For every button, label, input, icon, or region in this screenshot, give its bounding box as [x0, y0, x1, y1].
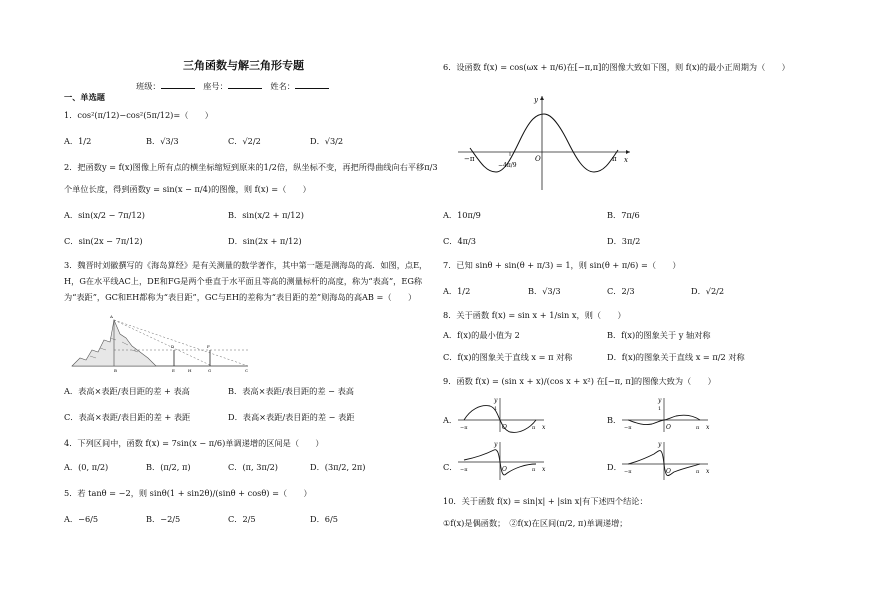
q9-graph-d — [622, 440, 712, 482]
q6-pi-label: π — [612, 155, 617, 163]
q5-option-a: A．−6/5 — [64, 514, 99, 524]
q7-option-d: D．√2/2 — [691, 286, 725, 296]
q5-stem: 5．若 tanθ = −2，则 sinθ(1 + sin2θ)/(sinθ + cosθ) =（ ） — [64, 488, 312, 498]
fig-label-b: B — [114, 368, 117, 373]
q6-option-c: C．4π/3 — [443, 236, 477, 246]
fig-label-f: F — [207, 344, 210, 349]
q9-graph-c — [458, 440, 548, 482]
fig-label-d: D — [171, 344, 175, 349]
q9a-pi: π — [532, 425, 536, 431]
q7-option-c: C．2/3 — [607, 286, 635, 296]
fig-label-c: C — [245, 368, 249, 373]
q9d-y: y — [658, 441, 662, 448]
q6-x-label: x — [624, 156, 628, 164]
q7-option-a: A．1/2 — [443, 286, 471, 296]
q3-stem-line1: 3．魏晋时刘徽撰写的《海岛算经》是有关测量的数学著作，其中第一题是测海岛的高．如图，点E， — [64, 260, 428, 270]
q9a-one: 1 — [494, 406, 498, 412]
q9-option-b: B． — [607, 415, 622, 425]
q7-stem: 7．已知 sinθ + sin(θ + π/3) = 1，则 sin(θ + π/6) =（ ） — [443, 260, 681, 270]
q2-stem-line1: 2．把函数y = f(x)图像上所有点的横坐标缩短到原来的1/2倍，纵坐标不变，再把所得曲线向右平移π/3 — [64, 162, 438, 172]
page-title: 三角函数与解三角形专题 — [183, 59, 304, 72]
q6-neg-pi-label: −π — [464, 155, 475, 163]
q8-option-c: C．f(x)的图象关于直线 x = π 对称 — [443, 352, 573, 362]
q9d-x: x — [706, 468, 710, 475]
fig-label-h: H — [188, 368, 192, 373]
q9a-y: y — [494, 397, 498, 404]
q8-stem: 8．关于函数 f(x) = sin x + 1/sin x，则（ ） — [443, 310, 626, 320]
q9a-x: x — [542, 424, 546, 431]
section-heading: 一、单选题 — [64, 92, 105, 102]
q9a-neg-pi: −π — [460, 425, 468, 431]
class-blank[interactable] — [161, 80, 195, 89]
q1-option-a: A．1/2 — [64, 136, 92, 146]
q4-option-b: B．(π/2, π) — [146, 462, 191, 472]
q5-option-c: C．2/5 — [228, 514, 256, 524]
q9c-x: x — [542, 466, 546, 473]
q3-option-b: B．表高×表距/表目距的差 − 表高 — [228, 386, 354, 396]
q9d-neg-pi: −π — [624, 469, 632, 475]
q3-option-d: D．表高×表距/表目距的差 − 表距 — [228, 412, 355, 422]
q9d-o: O — [666, 468, 671, 475]
q10-items: ①f(x)是偶函数； ②f(x)在区间(π/2, π)单调递增； — [443, 518, 628, 528]
q6-stem: 6．设函数 f(x) = cos(ωx + π/6)在[−π,π]的图像大致如下图，则 f(x)的最小正周期为（ ） — [443, 62, 790, 72]
fig-label-g: G — [208, 368, 212, 373]
q7-option-b: B．√3/3 — [528, 286, 561, 296]
class-label: 班级： — [136, 81, 161, 91]
q5-option-d: D．6/5 — [310, 514, 338, 524]
q8-option-b: B．f(x)的图象关于 y 轴对称 — [607, 330, 711, 340]
q8-option-d: D．f(x)的图象关于直线 x = π/2 对称 — [607, 352, 745, 362]
q3-stem-line2: H，G在水平线AC上，DE和FG是两个垂直于水平面且等高的测量标杆的高度，称为“表高”，EG称 — [64, 276, 423, 286]
q2-option-a: A．sin(x/2 − 7π/12) — [64, 210, 145, 220]
q1-option-c: C．√2/2 — [228, 136, 261, 146]
q1-option-b: B．√3/3 — [146, 136, 179, 146]
student-info — [136, 80, 335, 92]
q6-origin-label: O — [535, 155, 541, 163]
q4-option-a: A．(0, π/2) — [64, 462, 109, 472]
q9-graph-b — [622, 396, 712, 434]
q9b-neg-pi: −π — [624, 425, 632, 431]
seat-label: 座号： — [203, 81, 228, 91]
name-blank[interactable] — [295, 80, 329, 89]
q6-mark-label: −4π/9 — [498, 162, 517, 169]
q9-stem: 9．函数 f(x) = (sin x + x)/(cos x + x²) 在[−π, π]的图像大致为（ ） — [443, 376, 716, 386]
seat-blank[interactable] — [228, 80, 262, 89]
q6-option-d: D．3π/2 — [607, 236, 641, 246]
q1-stem: 1．cos²(π/12)−cos²(5π/12)=（ ） — [64, 110, 213, 120]
q9d-pi: π — [696, 469, 700, 475]
q2-option-c: C．sin(2x − 7π/12) — [64, 236, 143, 246]
q9-option-a: A． — [443, 415, 458, 425]
q9-graph-a — [458, 396, 548, 434]
name-label: 姓名： — [270, 81, 295, 91]
q3-option-c: C．表高×表距/表目距的差 + 表距 — [64, 412, 191, 422]
q9a-o: O — [502, 424, 507, 431]
q4-option-c: C．(π, 3π/2) — [228, 462, 278, 472]
q6-y-label: y — [534, 96, 538, 104]
q9b-pi: π — [696, 425, 700, 431]
q1-option-d: D．√3/2 — [310, 136, 344, 146]
q9c-o: O — [502, 466, 507, 473]
island-figure — [70, 312, 250, 372]
q9b-x: x — [706, 424, 710, 431]
q10-stem: 10．关于函数 f(x) = sin|x| + |sin x|有下述四个结论： — [443, 496, 648, 506]
q6-option-a: A．10π/9 — [443, 210, 481, 220]
q9-option-d: D． — [607, 462, 622, 472]
q6-option-b: B．7π/6 — [607, 210, 640, 220]
q3-option-a: A．表高×表距/表目距的差 + 表高 — [64, 386, 190, 396]
q9c-neg-pi: −π — [460, 467, 468, 473]
fig-label-a: A — [110, 314, 113, 319]
q2-option-d: D．sin(2x + π/12) — [228, 236, 302, 246]
q6-graph — [458, 92, 638, 192]
q5-option-b: B．−2/5 — [146, 514, 181, 524]
fig-label-e: E — [172, 368, 175, 373]
q4-stem: 4．下列区间中，函数 f(x) = 7sin(x − π/6)单调递增的区间是（ ） — [64, 438, 324, 448]
q9c-y: y — [494, 441, 498, 448]
q9-option-c: C． — [443, 462, 458, 472]
q2-option-b: B．sin(x/2 + π/12) — [228, 210, 304, 220]
q9b-one: 1 — [658, 406, 662, 412]
q4-option-d: D．(3π/2, 2π) — [310, 462, 366, 472]
q9b-y: y — [658, 397, 662, 404]
q9c-pi: π — [532, 467, 536, 473]
q2-stem-line2: 个单位长度，得到函数y = sin(x − π/4)的图像，则 f(x) =（ ） — [64, 184, 311, 194]
q3-stem-line3: 为“表距”，GC和EH都称为“表目距”，GC与EH的差称为“表目距的差”则海岛的高AB =（ ） — [64, 292, 417, 302]
q8-option-a: A．f(x)的最小值为 2 — [443, 330, 520, 340]
q9b-o: O — [666, 424, 671, 431]
